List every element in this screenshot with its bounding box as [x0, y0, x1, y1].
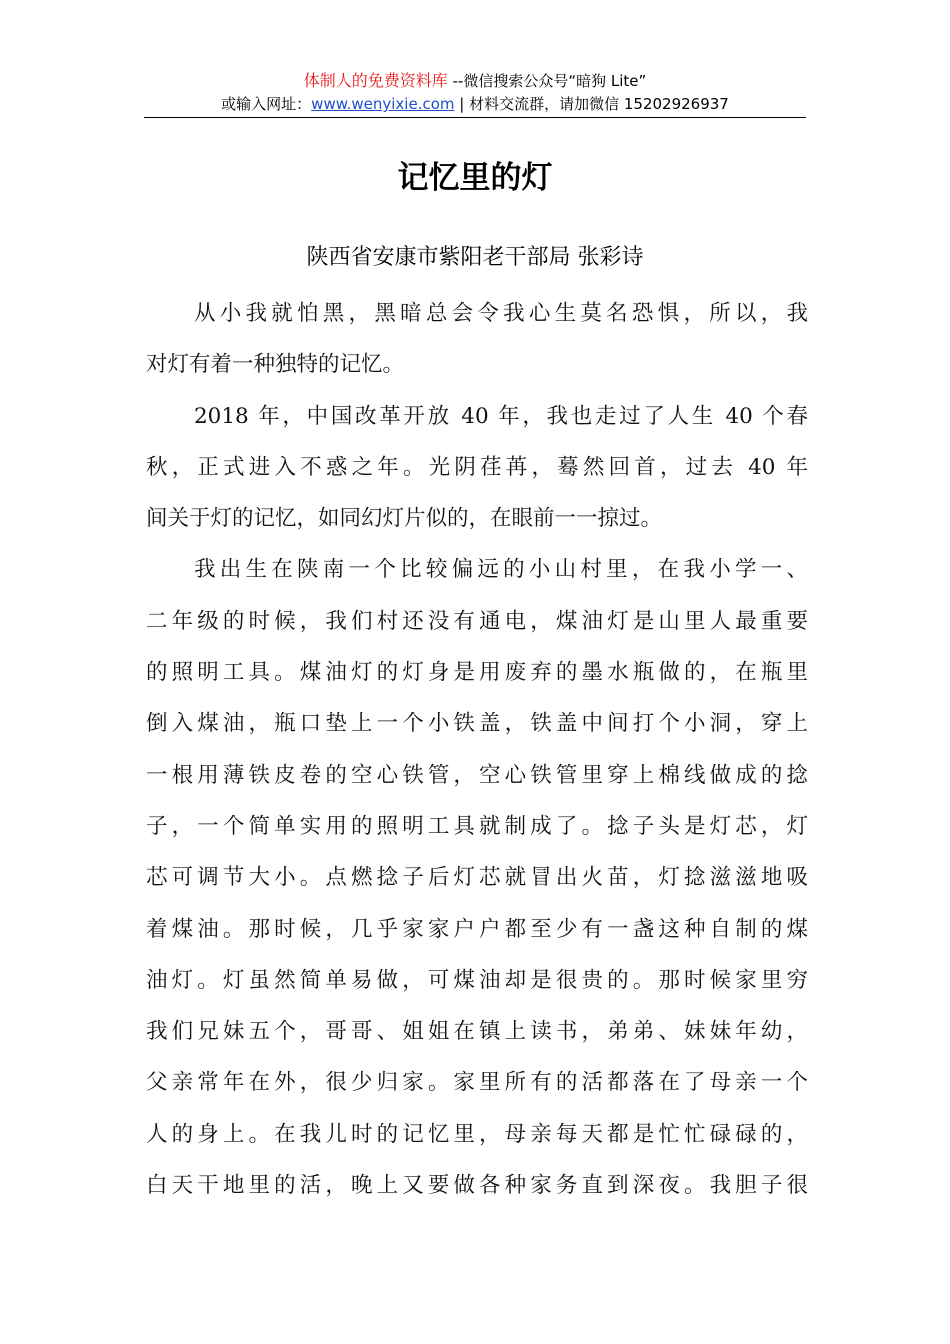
text-line: 秋，正式进入不惑之年。光阴荏苒，蓦然回首，过去 40 年	[146, 454, 808, 480]
text-line: 2018 年，中国改革开放 40 年，我也走过了人生 40 个春	[194, 403, 808, 429]
document-body	[146, 288, 808, 1211]
text-line: 我出生在陕南一个比较偏远的小山村里，在我小学一、	[194, 557, 808, 583]
text-line: 间关于灯的记忆，如同幻灯片似的，在眼前一一掠过。	[146, 506, 663, 532]
header-line-2	[144, 92, 806, 116]
text-line: 的照明工具。煤油灯的灯身是用废弃的墨水瓶做的，在瓶里	[146, 660, 808, 686]
text-line: 芯可调节大小。点燃捻子后灯芯就冒出火苗，灯捻滋滋地吸	[146, 865, 808, 891]
document-author: 陕西省安康市紫阳老干部局 张彩诗	[306, 245, 644, 270]
brand-name: 体制人的免费资料库	[303, 71, 448, 90]
text-line: 着煤油。那时候，几乎家家户户都至少有一盏这种自制的煤	[146, 916, 808, 942]
text-line: 油灯。灯虽然简单易做，可煤油却是很贵的。那时候家里穷	[146, 967, 808, 993]
url-prefix: 或输入网址：	[221, 95, 312, 113]
header-slogan: --微信搜索公众号“暗狗 Lite”	[447, 72, 647, 90]
text-line: 白天干地里的活，晚上又要做各种家务直到深夜。我胆子很	[146, 1173, 808, 1199]
text-line: 子，一个简单实用的照明工具就制成了。捻子头是灯芯，灯	[146, 813, 808, 839]
contact-info: | 材料交流群，请加微信 15202926937	[454, 95, 729, 113]
paragraph	[146, 544, 808, 1211]
text-line: 父亲常年在外，很少归家。家里所有的活都落在了母亲一个	[146, 1070, 808, 1096]
text-line: 对灯有着一种独特的记忆。	[146, 352, 405, 378]
header-line-1	[144, 70, 806, 92]
header-divider	[144, 117, 806, 118]
text-line: 我们兄妹五个，哥哥、姐姐在镇上读书，弟弟、妹妹年幼，	[146, 1019, 808, 1045]
text-line: 倒入煤油，瓶口垫上一个小铁盖，铁盖中间打个小洞，穿上	[146, 711, 808, 737]
paragraph	[146, 288, 808, 391]
text-line: 一根用薄铁皮卷的空心铁管，空心铁管里穿上棉线做成的捻	[146, 762, 808, 788]
document-title: 记忆里的灯	[397, 160, 553, 196]
text-line: 从小我就怕黑，黑暗总会令我心生莫名恐惧，所以，我	[194, 301, 808, 326]
paragraph	[146, 391, 808, 545]
page-header	[144, 70, 806, 116]
text-line: 二年级的时候，我们村还没有通电，煤油灯是山里人最重要	[146, 608, 808, 634]
text-line: 人的身上。在我儿时的记忆里，母亲每天都是忙忙碌碌的，	[146, 1121, 808, 1147]
website-link[interactable]: www.wenyixie.com	[311, 95, 455, 113]
